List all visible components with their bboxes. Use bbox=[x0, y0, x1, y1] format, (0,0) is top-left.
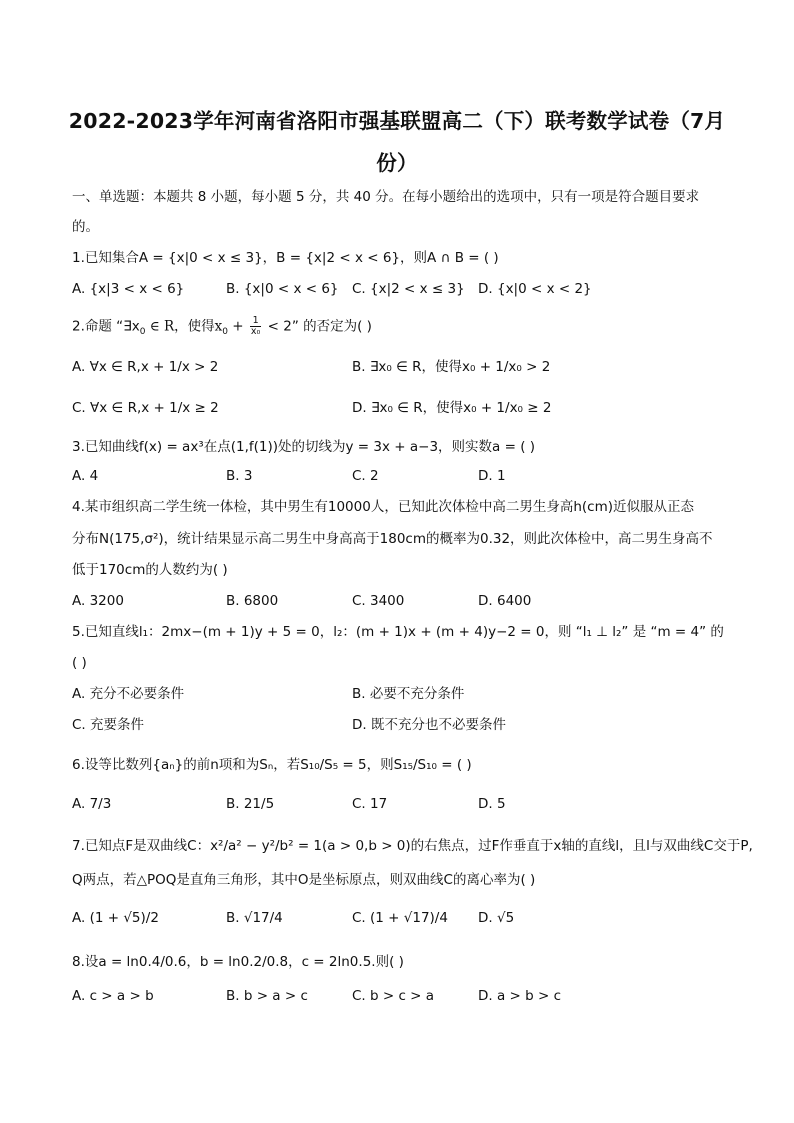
question-8-option-a: A. c > a > b bbox=[72, 988, 154, 1004]
question-7-stem-line-2: Q两点，若△POQ是直角三角形，其中O是坐标原点，则双曲线C的离心率为( ) bbox=[72, 872, 536, 888]
question-7-stem-line-1: 7.已知点F是双曲线C：x²/a² − y²/b² = 1(a > 0,b > 0)的右焦点，过F作垂直于x轴的直线l，且l与双曲线C交于P, bbox=[72, 838, 753, 854]
question-1-option-b: B. {x|0 < x < 6} bbox=[226, 281, 339, 297]
question-1-option-d: D. {x|0 < x < 2} bbox=[478, 281, 592, 297]
question-2-stem: 2.命题 “$\exists x_0$ ∈ R，使得$x_0$ + $\frac{1}{\text{x₀}}$ < 2” 的否定为( ) bbox=[72, 315, 372, 338]
question-4-stem-line-2: 分布N(175,σ²)，统计结果显示高二男生中身高高于180cm的概率为0.32，则此次体检中，高二男生身高不 bbox=[72, 531, 713, 547]
question-7-option-c: C. (1 + √17)/4 bbox=[352, 910, 448, 926]
question-8-option-b: B. b > a > c bbox=[226, 988, 308, 1004]
exam-title-line-1: 2022-2023学年河南省洛阳市强基联盟高二（下）联考数学试卷（7月 bbox=[68, 109, 726, 133]
question-2-option-d: D. ∃x₀ ∈ R，使得x₀ + 1/x₀ ≥ 2 bbox=[352, 400, 552, 416]
question-3-option-a: A. 4 bbox=[72, 468, 99, 484]
question-2-option-a: A. ∀x ∈ R,x + 1/x > 2 bbox=[72, 359, 219, 375]
question-5-stem-line-1: 5.已知直线l₁：2mx−(m + 1)y + 5 = 0，l₂：(m + 1)x + (m + 4)y−2 = 0，则 “l₁ ⊥ l₂” 是 “m = 4” 的 bbox=[72, 624, 724, 640]
question-4-stem-line-3: 低于170cm的人数约为( ) bbox=[72, 562, 228, 578]
exam-title-line-2: 份） bbox=[376, 151, 418, 175]
question-5-stem-line-2: ( ) bbox=[72, 655, 87, 671]
question-4-option-a: A. 3200 bbox=[72, 593, 124, 609]
question-1-option-a: A. {x|3 < x < 6} bbox=[72, 281, 185, 297]
question-2-option-b: B. ∃x₀ ∈ R，使得x₀ + 1/x₀ > 2 bbox=[352, 359, 551, 375]
question-1-stem: 1.已知集合A = {x|0 < x ≤ 3}，B = {x|2 < x < 6}，则A ∩ B = ( ) bbox=[72, 250, 499, 266]
question-2-option-c: C. ∀x ∈ R,x + 1/x ≥ 2 bbox=[72, 400, 219, 416]
question-7-option-a: A. (1 + √5)/2 bbox=[72, 910, 159, 926]
question-3-option-c: C. 2 bbox=[352, 468, 379, 484]
question-6-option-c: C. 17 bbox=[352, 796, 388, 812]
question-8-stem: 8.设a = ln0.4/0.6，b = ln0.2/0.8，c = 2ln0.5.则( ) bbox=[72, 954, 404, 970]
question-6-option-b: B. 21/5 bbox=[226, 796, 275, 812]
question-7-option-b: B. √17/4 bbox=[226, 910, 283, 926]
question-5-option-b: B. 必要不充分条件 bbox=[352, 686, 465, 702]
question-4-stem-line-1: 4.某市组织高二学生统一体检，其中男生有10000人，已知此次体检中高二男生身高h(cm)近似服从正态 bbox=[72, 499, 694, 515]
question-6-option-d: D. 5 bbox=[478, 796, 506, 812]
question-5-option-c: C. 充要条件 bbox=[72, 717, 145, 733]
question-7-option-d: D. √5 bbox=[478, 910, 515, 926]
section-heading-line-1: 一、单选题：本题共 8 小题，每小题 5 分，共 40 分。在每小题给出的选项中，只有一项是符合题目要求 bbox=[72, 189, 700, 205]
section-heading-line-2: 的。 bbox=[72, 219, 99, 235]
question-8-option-d: D. a > b > c bbox=[478, 988, 562, 1004]
question-5-option-d: D. 既不充分也不必要条件 bbox=[352, 717, 506, 733]
question-6-option-a: A. 7/3 bbox=[72, 796, 112, 812]
question-4-option-d: D. 6400 bbox=[478, 593, 532, 609]
question-4-option-c: C. 3400 bbox=[352, 593, 405, 609]
exam-title bbox=[60, 100, 734, 184]
question-3-option-b: B. 3 bbox=[226, 468, 253, 484]
question-6-stem: 6.设等比数列{aₙ}的前n项和为Sₙ，若S₁₀/S₅ = 5，则S₁₅/S₁₀ = ( ) bbox=[72, 757, 472, 773]
question-5-option-a: A. 充分不必要条件 bbox=[72, 686, 185, 702]
question-4-option-b: B. 6800 bbox=[226, 593, 279, 609]
question-3-stem: 3.已知曲线f(x) = ax³在点(1,f(1))处的切线为y = 3x + a−3，则实数a = ( ) bbox=[72, 439, 536, 455]
question-2-stem-prefix: 2.命题 “∃x bbox=[72, 318, 140, 335]
question-1-option-c: C. {x|2 < x ≤ 3} bbox=[352, 281, 465, 297]
question-8-option-c: C. b > c > a bbox=[352, 988, 435, 1004]
fraction: $\frac{1}{\text{x₀}}$ bbox=[250, 315, 261, 337]
question-3-option-d: D. 1 bbox=[478, 468, 506, 484]
question-2-stem-suffix: < 2” 的否定为( ) bbox=[263, 318, 372, 335]
